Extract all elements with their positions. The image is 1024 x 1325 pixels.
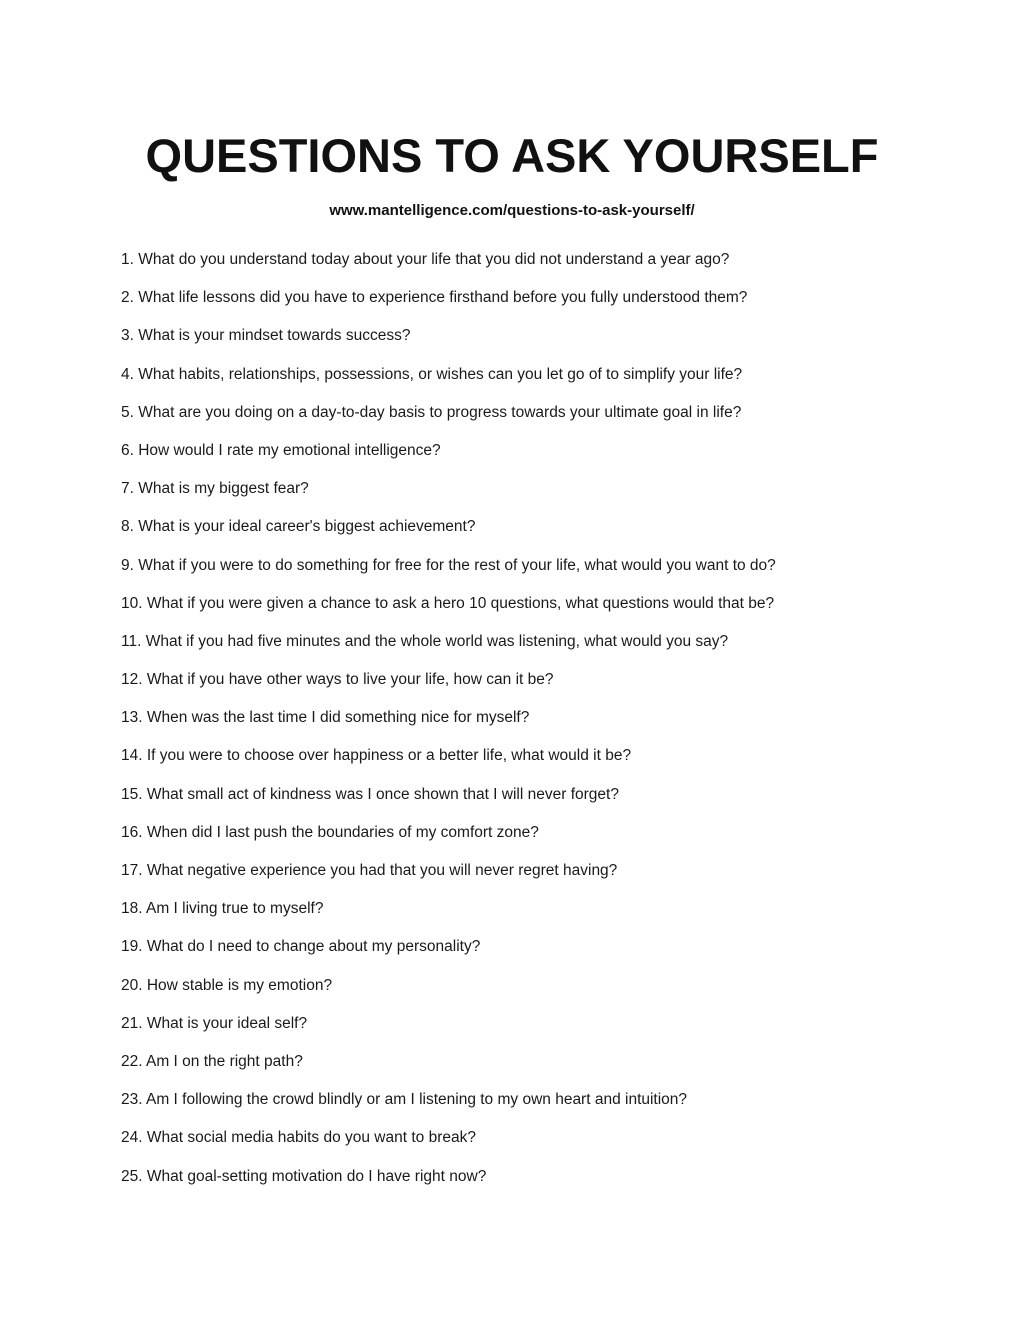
list-item: 12. What if you have other ways to live your life, how can it be? (121, 671, 554, 689)
list-item: 21. What is your ideal self? (121, 1014, 308, 1032)
list-item: 17. What negative experience you had that you will never regret having? (121, 862, 618, 879)
list-item: 25. What goal-setting motivation do I have right now? (121, 1167, 487, 1185)
list-item: 20. How stable is my emotion? (121, 976, 333, 994)
list-item: 4. What habits, relationships, possessions, or wishes can you let go of to simplify your life? (121, 365, 743, 383)
list-item: 3. What is your mindset towards success? (121, 327, 411, 345)
list-item: 10. What if you were given a chance to ask a hero 10 questions, what questions would that be? (121, 594, 775, 612)
list-item: 7. What is my biggest fear? (121, 480, 309, 498)
list-item: 24. What social media habits do you want to break? (121, 1129, 476, 1147)
list-item: 16. When did I last push the boundaries of my comfort zone? (121, 823, 539, 841)
list-item: 9. What if you were to do something for free for the rest of your life, what would you want to do? (121, 556, 776, 574)
list-item: 2. What life lessons did you have to experience firsthand before you fully understood them? (121, 289, 748, 307)
page-title: QUESTIONS TO ASK YOURSELF (145, 129, 879, 182)
list-item: 19. What do I need to change about my personality? (121, 938, 481, 956)
list-item: 22. Am I on the right path? (121, 1052, 303, 1070)
source-url: www.mantelligence.com/questions-to-ask-yourself/ (329, 202, 695, 219)
list-item: 8. What is your ideal career's biggest achievement? (121, 518, 476, 536)
list-item: 6. How would I rate my emotional intelligence? (121, 441, 441, 459)
list-item: 23. Am I following the crowd blindly or am I listening to my own heart and intuition? (121, 1091, 688, 1109)
list-item: 13. When was the last time I did something nice for myself? (121, 709, 530, 727)
list-item: 18. Am I living true to myself? (121, 900, 324, 918)
list-item: 14. If you were to choose over happiness or a better life, what would it be? (121, 747, 632, 765)
list-item: 5. What are you doing on a day-to-day basis to progress towards your ultimate goal in life? (121, 403, 742, 421)
questions-list (121, 249, 981, 1204)
list-item: 1. What do you understand today about your life that you did not understand a year ago? (121, 251, 730, 268)
list-item: 11. What if you had five minutes and the whole world was listening, what would you say? (121, 632, 729, 650)
list-item: 15. What small act of kindness was I once shown that I will never forget? (121, 785, 619, 803)
